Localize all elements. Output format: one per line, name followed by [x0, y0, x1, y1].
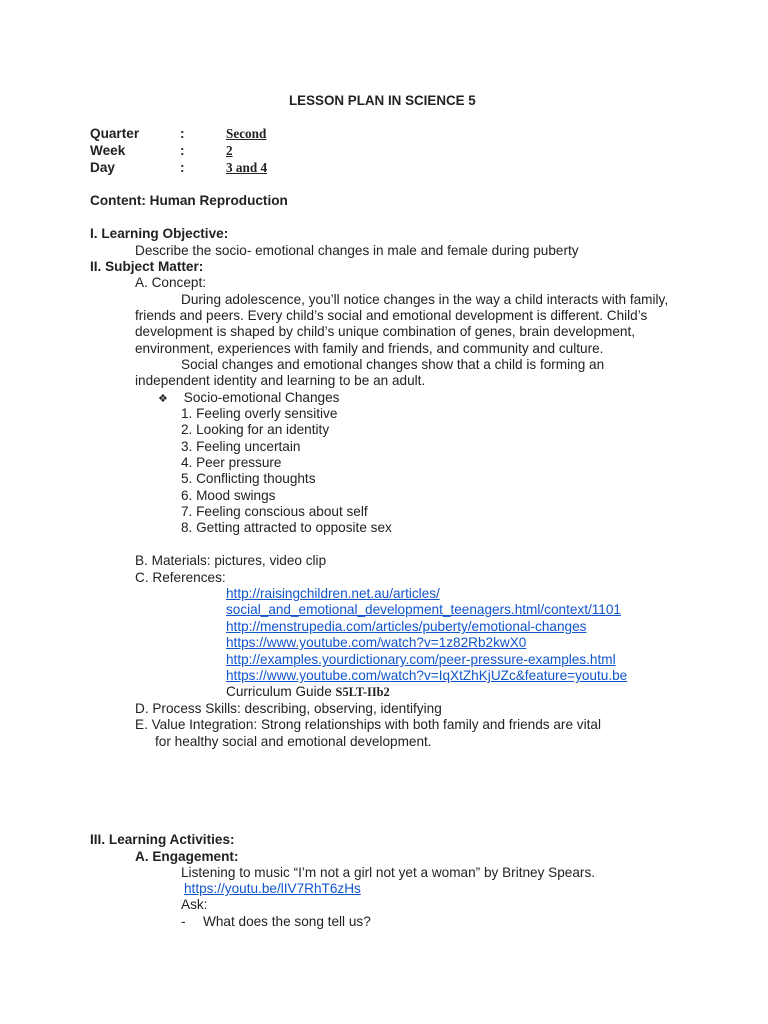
- socio-emotional-bullet: [158, 390, 339, 407]
- day-label: Day: [90, 160, 115, 175]
- quarter-colon: :: [180, 126, 185, 141]
- change-item: 5. Conflicting thoughts: [181, 471, 316, 486]
- change-item: 3. Feeling uncertain: [181, 439, 301, 454]
- week-label: Week: [90, 143, 126, 158]
- curriculum-guide-line: [226, 684, 390, 700]
- concept-label: A. Concept:: [135, 275, 207, 290]
- reference-link[interactable]: http://raisingchildren.net.au/articles/: [226, 586, 440, 601]
- reference-link[interactable]: https://www.youtube.com/watch?v=1z82Rb2kwX0: [226, 635, 527, 650]
- concept-paragraph-line: independent identity and learning to be an adult.: [135, 373, 426, 388]
- change-item: 1. Feeling overly sensitive: [181, 406, 338, 421]
- change-item: 4. Peer pressure: [181, 455, 282, 470]
- value-integration-line: for healthy social and emotional development.: [155, 734, 432, 749]
- concept-paragraph-line: friends and peers. Every child’s social and emotional development is different. Child’s: [135, 308, 648, 323]
- change-item: 8. Getting attracted to opposite sex: [181, 520, 392, 535]
- objective-text: Describe the socio- emotional changes in male and female during puberty: [135, 243, 579, 258]
- reference-link[interactable]: https://www.youtube.com/watch?v=IqXtZhKjUZc&feature=youtu.be: [226, 668, 628, 683]
- content-heading: Content: Human Reproduction: [90, 193, 288, 208]
- week-value: 2: [226, 143, 233, 158]
- day-colon: :: [180, 160, 185, 175]
- reference-link[interactable]: http://menstrupedia.com/articles/puberty/emotional-changes: [226, 619, 587, 634]
- engagement-heading: A. Engagement:: [135, 849, 239, 864]
- bullet-title: Socio-emotional Changes: [183, 390, 340, 405]
- references-label: C. References:: [135, 570, 226, 585]
- reference-link[interactable]: http://examples.yourdictionary.com/peer-pressure-examples.html: [226, 652, 616, 667]
- change-item: 6. Mood swings: [181, 488, 276, 503]
- concept-paragraph-line: environment, experiences with family and friends, and community and culture.: [135, 341, 604, 356]
- quarter-label: Quarter: [90, 126, 140, 141]
- curriculum-code: S5LT-IIb2: [335, 685, 390, 699]
- process-skills-line: D. Process Skills: describing, observing, identifying: [135, 701, 442, 716]
- question-text: What does the song tell us?: [203, 914, 371, 929]
- diamond-bullet-icon: ❖: [158, 393, 168, 405]
- concept-paragraph-line: development is shaped by child’s unique combination of genes, brain development,: [135, 324, 636, 339]
- concept-paragraph-line: During adolescence, you’ll notice changes in the way a child interacts with family,: [181, 292, 669, 307]
- question-dash: -: [181, 914, 186, 929]
- value-integration-line: E. Value Integration: Strong relationships with both family and friends are vital: [135, 717, 601, 732]
- curriculum-guide-label: Curriculum Guide: [226, 684, 336, 699]
- subject-matter-heading: II. Subject Matter:: [90, 259, 204, 274]
- reference-link[interactable]: social_and_emotional_development_teenagers.html/context/1101: [226, 602, 621, 617]
- concept-paragraph-line: Social changes and emotional changes show that a child is forming an: [181, 357, 605, 372]
- change-item: 2. Looking for an identity: [181, 422, 330, 437]
- quarter-value: Second: [226, 126, 267, 141]
- materials-line: B. Materials: pictures, video clip: [135, 553, 327, 568]
- week-colon: :: [180, 143, 185, 158]
- activities-heading: III. Learning Activities:: [90, 832, 235, 847]
- listening-line: Listening to music “I’m not a girl not yet a woman” by Britney Spears.: [181, 865, 596, 880]
- page-title: LESSON PLAN IN SCIENCE 5: [289, 93, 476, 108]
- ask-label: Ask:: [181, 897, 208, 912]
- day-value: 3 and 4: [226, 160, 268, 175]
- song-link[interactable]: https://youtu.be/lIV7RhT6zHs: [184, 881, 361, 896]
- objective-heading: I. Learning Objective:: [90, 226, 229, 241]
- change-item: 7. Feeling conscious about self: [181, 504, 368, 519]
